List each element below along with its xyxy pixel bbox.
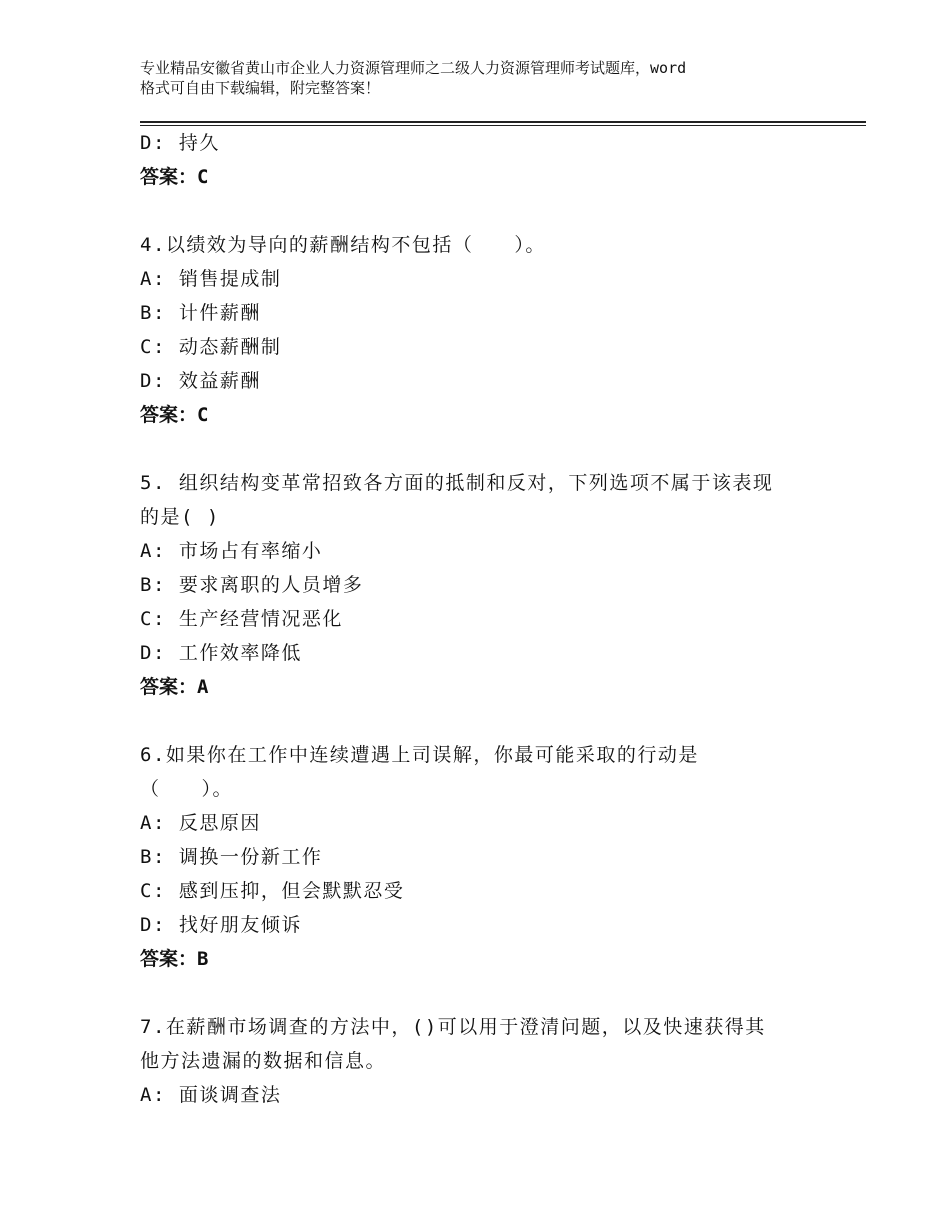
- question-stem-line-2: （ ）。: [140, 778, 234, 800]
- question-stem-line-2: 他方法遗漏的数据和信息。: [140, 1050, 387, 1072]
- question-list: [140, 126, 820, 1112]
- answer-line: [140, 942, 820, 976]
- question-stem-line-1: 6.如果你在工作中连续遭遇上司误解，你最可能采取的行动是: [140, 744, 699, 766]
- option-c: C: 动态薪酬制: [140, 336, 282, 358]
- answer-line: [140, 670, 820, 704]
- page-header: [140, 58, 840, 98]
- question-5: [140, 466, 820, 704]
- header-title-line-1: 专业精品安徽省黄山市企业人力资源管理师之二级人力资源管理师考试题库，word: [140, 59, 687, 77]
- option-b: B: 要求离职的人员增多: [140, 574, 364, 596]
- option-a: A: 市场占有率缩小: [140, 540, 323, 562]
- spacer: [140, 976, 820, 1010]
- answer-label: 答案：: [140, 948, 198, 970]
- question-7: [140, 1010, 820, 1112]
- option-a: A: 面谈调查法: [140, 1084, 282, 1106]
- option-b: B: 计件薪酬: [140, 302, 261, 324]
- spacer: [140, 194, 820, 228]
- question-stem-line-2: 的是( ): [140, 506, 220, 528]
- question-stem: 4.以绩效为导向的薪酬结构不包括（ ）。: [140, 234, 546, 256]
- answer-line: [140, 160, 820, 194]
- header-title-line-2: 格式可自由下载编辑，附完整答案！: [140, 79, 381, 97]
- answer-value: B: [197, 948, 209, 970]
- answer-line: [140, 398, 820, 432]
- answer-value: A: [197, 676, 209, 698]
- option-c: C: 感到压抑，但会默默忍受: [140, 880, 405, 902]
- header-divider-thick: [140, 121, 866, 123]
- question-4: [140, 228, 820, 432]
- option-a: A: 反思原因: [140, 812, 261, 834]
- option-c: C: 生产经营情况恶化: [140, 608, 343, 630]
- option-d: D: 持久: [140, 132, 220, 154]
- question-stem-line-1: 5. 组织结构变革常招致各方面的抵制和反对，下列选项不属于该表现: [140, 472, 774, 494]
- option-d: D: 效益薪酬: [140, 370, 261, 392]
- option-d: D: 工作效率降低: [140, 642, 302, 664]
- question-6: [140, 738, 820, 976]
- spacer: [140, 704, 820, 738]
- answer-value: C: [197, 166, 209, 188]
- option-a: A: 销售提成制: [140, 268, 282, 290]
- spacer: [140, 432, 820, 466]
- answer-label: 答案：: [140, 676, 198, 698]
- question-stem-line-1: 7.在薪酬市场调查的方法中，()可以用于澄清问题，以及快速获得其: [140, 1016, 766, 1038]
- answer-label: 答案：: [140, 404, 198, 426]
- answer-label: 答案：: [140, 166, 198, 188]
- answer-value: C: [197, 404, 209, 426]
- option-d: D: 找好朋友倾诉: [140, 914, 302, 936]
- option-b: B: 调换一份新工作: [140, 846, 323, 868]
